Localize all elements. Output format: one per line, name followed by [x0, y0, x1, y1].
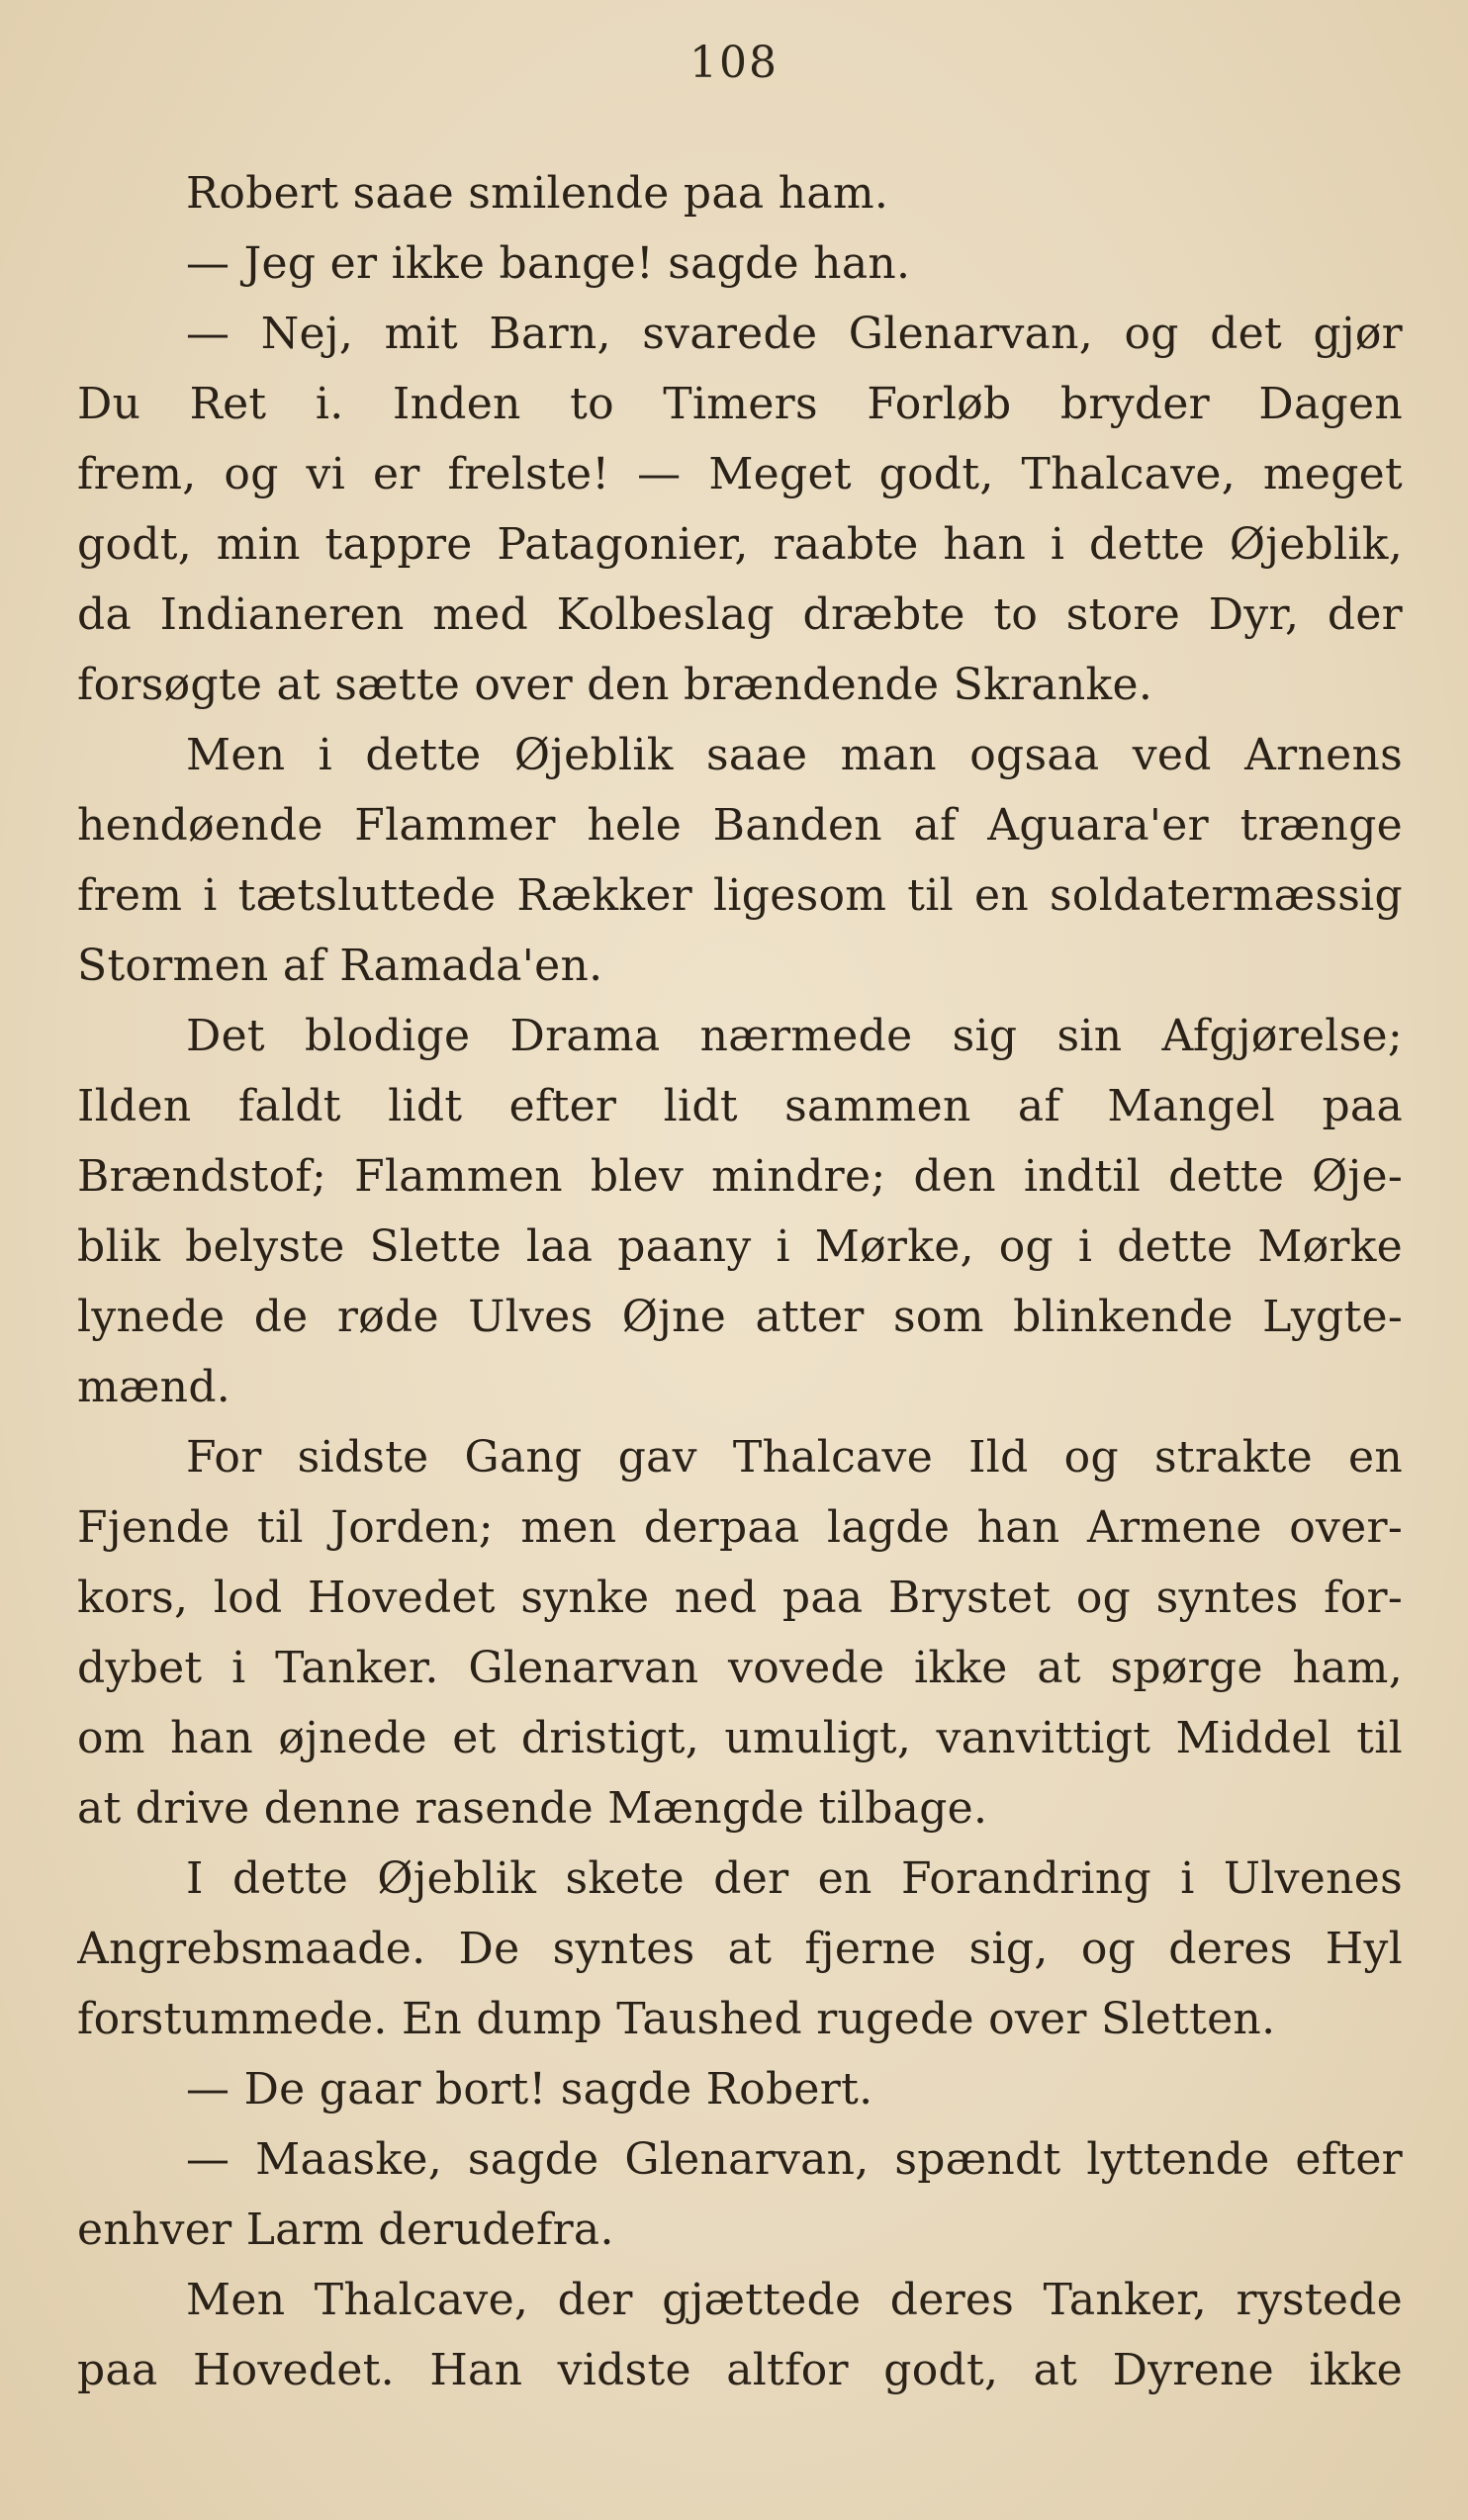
text-line: I dette Øjeblik skete der en Forandring i Ulvenes — [186, 1853, 1403, 1904]
text-line: Brændstof; Flammen blev mindre; den indtil dette Øje- — [77, 1151, 1403, 1202]
text-line: Det blodige Drama nærmede sig sin Afgjørelse; — [186, 1011, 1403, 1061]
text-line: godt, min tappre Patagonier, raabte han i dette Øjeblik, — [77, 519, 1403, 570]
text-line: Fjende til Jorden; men derpaa lagde han Armene over- — [77, 1502, 1403, 1553]
text-line: lynede de røde Ulves Øjne atter som blinkende Lygte- — [77, 1292, 1403, 1342]
text-line: hendøende Flammer hele Banden af Aguara'er trænge — [77, 800, 1403, 851]
text-line: at drive denne rasende Mængde tilbage. — [77, 1783, 988, 1834]
text-line: Men i dette Øjeblik saae man ogsaa ved Arnens — [186, 730, 1403, 780]
text-line: Du Ret i. Inden to Timers Forløb bryder Dagen — [77, 379, 1403, 429]
text-line: — De gaar bort! sagde Robert. — [186, 2064, 873, 2115]
text-line: forstummede. En dump Taushed rugede over Sletten. — [77, 1994, 1276, 2044]
text-line: Angrebsmaade. De syntes at fjerne sig, og deres Hyl — [77, 1924, 1403, 1974]
text-line: om han øjnede et dristigt, umuligt, vanvittigt Middel til — [77, 1713, 1403, 1763]
text-line: enhver Larm derudefra. — [77, 2205, 614, 2255]
text-line: blik belyste Slette laa paany i Mørke, og i dette Mørke — [77, 1221, 1403, 1272]
page-text — [77, 158, 1403, 2405]
text-line: frem i tætsluttede Rækker ligesom til en soldatermæssig — [77, 870, 1403, 921]
page-number: 108 — [689, 38, 779, 88]
text-line: kors, lod Hovedet synke ned paa Brystet og syntes for- — [77, 1573, 1403, 1623]
text-line: frem, og vi er frelste! — Meget godt, Thalcave, meget — [77, 449, 1403, 499]
text-line: paa Hovedet. Han vidste altfor godt, at Dyrene ikke — [77, 2345, 1403, 2395]
text-line: — Nej, mit Barn, svarede Glenarvan, og det gjør — [186, 309, 1403, 359]
text-line: Ilden faldt lidt efter lidt sammen af Mangel paa — [77, 1081, 1403, 1131]
text-line: forsøgte at sætte over den brændende Skranke. — [77, 660, 1153, 710]
text-line: mænd. — [77, 1362, 231, 1412]
text-line: Stormen af Ramada'en. — [77, 941, 603, 991]
text-line: dybet i Tanker. Glenarvan vovede ikke at spørge ham, — [77, 1643, 1403, 1693]
text-line: da Indianeren med Kolbeslag dræbte to store Dyr, der — [77, 589, 1403, 640]
text-line: For sidste Gang gav Thalcave Ild og strakte en — [186, 1432, 1403, 1483]
text-line: Men Thalcave, der gjættede deres Tanker, rystede — [186, 2275, 1403, 2325]
text-line: Robert saae smilende paa ham. — [186, 168, 889, 219]
text-line: — Jeg er ikke bange! sagde han. — [186, 238, 911, 289]
text-line: — Maaske, sagde Glenarvan, spændt lyttende efter — [186, 2134, 1403, 2185]
